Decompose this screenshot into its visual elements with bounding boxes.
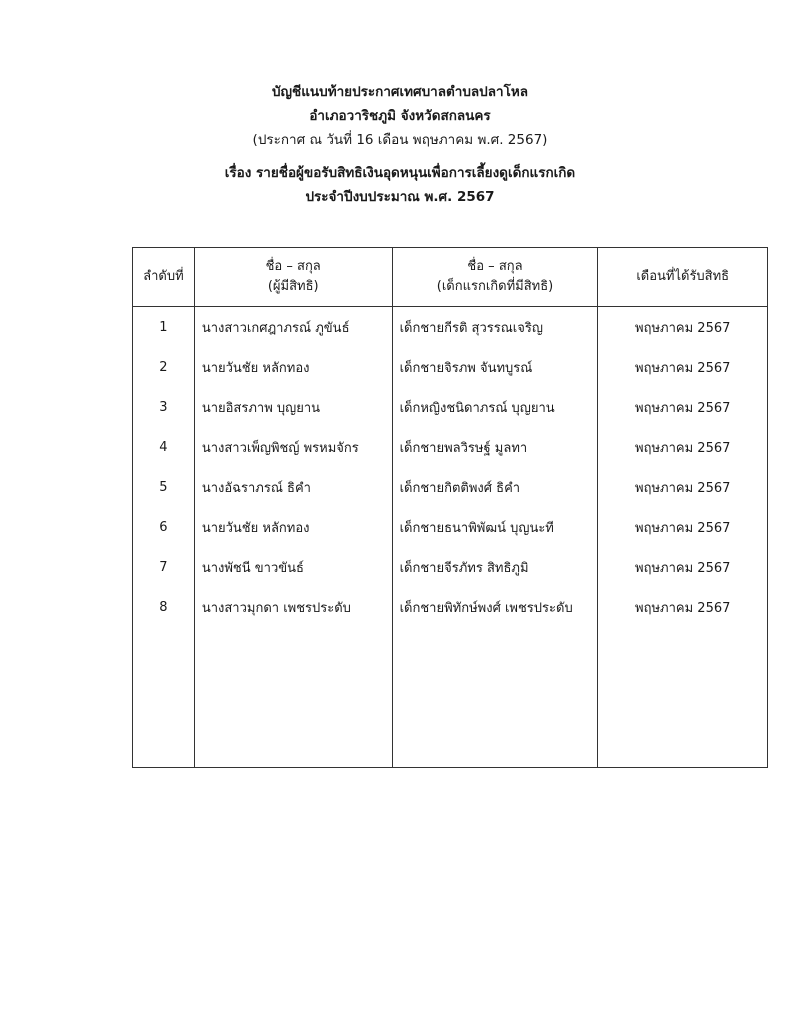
table-row bbox=[133, 547, 768, 587]
beneficiary-table bbox=[132, 247, 768, 768]
empty-table-space bbox=[133, 627, 768, 768]
table-row bbox=[133, 307, 768, 348]
row-month: พฤษภาคม 2567 bbox=[598, 587, 768, 627]
table-header-row bbox=[133, 248, 768, 307]
row-parent-name: นายอิสรภาพ บุญยาน bbox=[194, 387, 392, 427]
document-header bbox=[0, 80, 800, 209]
table-row bbox=[133, 347, 768, 387]
row-child-name: เด็กชายธนาพิพัฒน์ บุญนะที bbox=[392, 507, 598, 547]
row-no: 5 bbox=[133, 467, 195, 507]
row-month: พฤษภาคม 2567 bbox=[598, 427, 768, 467]
header-line-3: (ประกาศ ณ วันที่ 16 เดือน พฤษภาคม พ.ศ. 2567) bbox=[252, 132, 548, 148]
header-line-1: บัญชีแนบท้ายประกาศเทศบาลตำบลปลาโหล bbox=[271, 84, 529, 100]
header-parent: ชื่อ – สกุล (ผู้มีสิทธิ) bbox=[194, 248, 392, 307]
row-month: พฤษภาคม 2567 bbox=[598, 387, 768, 427]
table-row bbox=[133, 507, 768, 547]
table-row bbox=[133, 387, 768, 427]
row-child-name: เด็กชายพิทักษ์พงศ์ เพชรประดับ bbox=[392, 587, 598, 627]
row-child-name: เด็กชายจีรภัทร สิทธิภูมิ bbox=[392, 547, 598, 587]
row-no: 7 bbox=[133, 547, 195, 587]
row-month: พฤษภาคม 2567 bbox=[598, 307, 768, 348]
row-no: 6 bbox=[133, 507, 195, 547]
table-row bbox=[133, 427, 768, 467]
row-parent-name: นายวันชัย หลักทอง bbox=[194, 507, 392, 547]
header-line-2: อำเภอวาริชภูมิ จังหวัดสกลนคร bbox=[309, 108, 491, 124]
row-month: พฤษภาคม 2567 bbox=[598, 467, 768, 507]
row-no: 2 bbox=[133, 347, 195, 387]
row-no: 8 bbox=[133, 587, 195, 627]
row-no: 1 bbox=[133, 307, 195, 348]
row-no: 4 bbox=[133, 427, 195, 467]
table-row bbox=[133, 587, 768, 627]
subject-line: เรื่อง รายชื่อผู้ขอรับสิทธิเงินอุดหนุนเพื่อการเลี้ยงดูเด็กแรกเกิด bbox=[224, 165, 576, 181]
header-month: เดือนที่ได้รับสิทธิ bbox=[598, 248, 768, 307]
header-child: ชื่อ – สกุล (เด็กแรกเกิดที่มีสิทธิ) bbox=[392, 248, 598, 307]
row-month: พฤษภาคม 2567 bbox=[598, 547, 768, 587]
row-child-name: เด็กชายกีรติ สุวรรณเจริญ bbox=[392, 307, 598, 348]
row-child-name: เด็กหญิงชนิดาภรณ์ บุญยาน bbox=[392, 387, 598, 427]
row-month: พฤษภาคม 2567 bbox=[598, 507, 768, 547]
row-child-name: เด็กชายพลวิรษฐ์ มูลทา bbox=[392, 427, 598, 467]
row-parent-name: นางสาวเกศฎาภรณ์ ภูขันธ์ bbox=[194, 307, 392, 348]
row-parent-name: นางพัชนี ขาวขันธ์ bbox=[194, 547, 392, 587]
fiscal-year-line: ประจำปีงบประมาณ พ.ศ. 2567 bbox=[305, 189, 495, 205]
row-parent-name: นางสาวมุกดา เพชรประดับ bbox=[194, 587, 392, 627]
row-parent-name: นางสาวเพ็ญพิชญ์ พรหมจักร bbox=[194, 427, 392, 467]
row-parent-name: นางอัฉราภรณ์ ธิคำ bbox=[194, 467, 392, 507]
header-no: ลำดับที่ bbox=[133, 248, 195, 307]
row-month: พฤษภาคม 2567 bbox=[598, 347, 768, 387]
row-no: 3 bbox=[133, 387, 195, 427]
row-child-name: เด็กชายจิรภพ จันทบูรณ์ bbox=[392, 347, 598, 387]
row-parent-name: นายวันชัย หลักทอง bbox=[194, 347, 392, 387]
table-row bbox=[133, 467, 768, 507]
row-child-name: เด็กชายกิตติพงศ์ ธิคำ bbox=[392, 467, 598, 507]
